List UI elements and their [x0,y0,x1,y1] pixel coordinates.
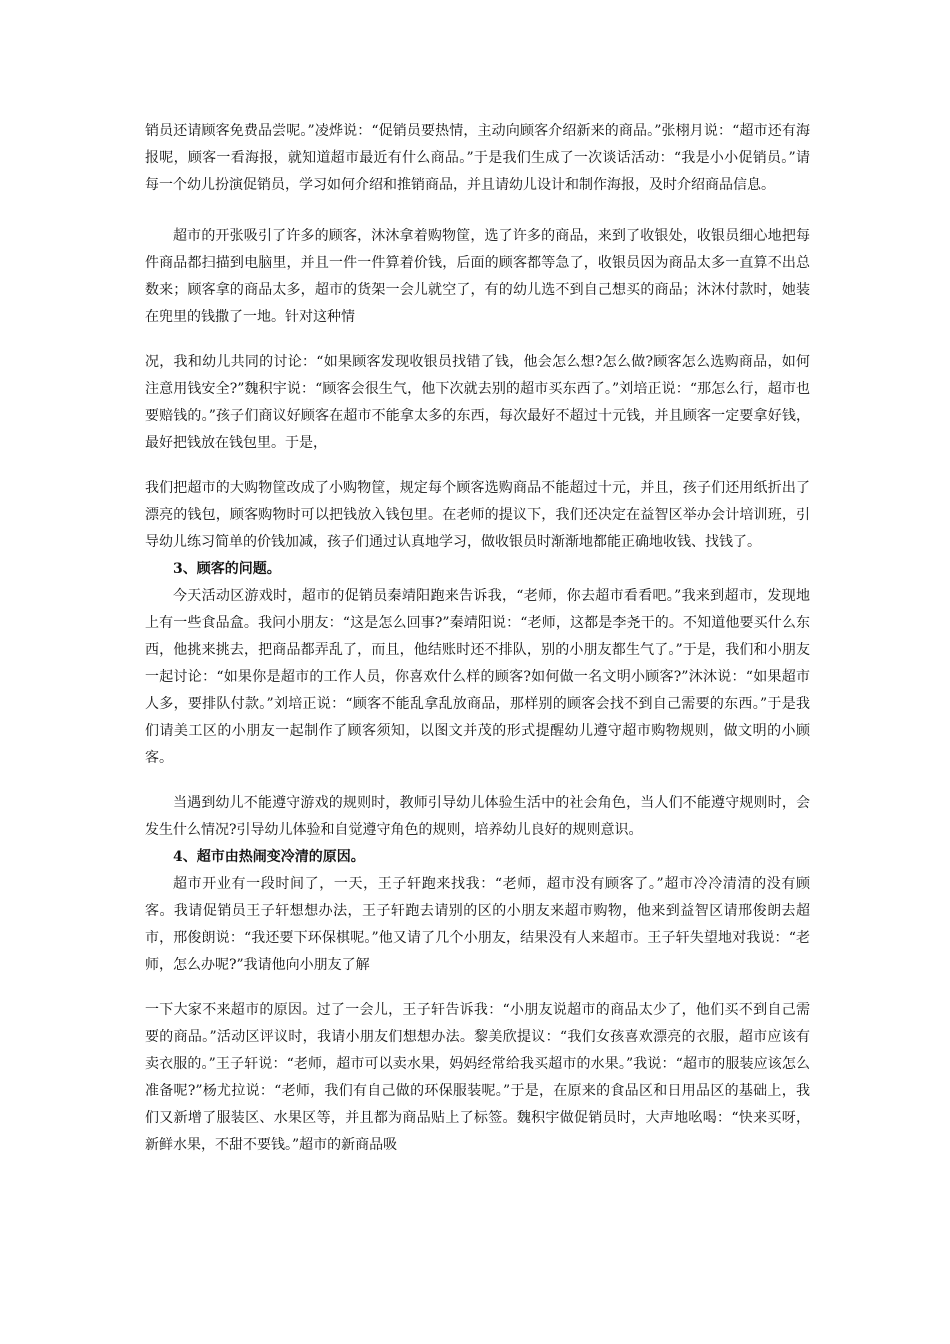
paragraph-rules-awareness: 当遇到幼儿不能遵守游戏的规则时，教师引导幼儿体验生活中的社会角色，当人们不能遵守规则时，会发生什么情况?引导幼儿体验和自觉遵守角色的规则，培养幼儿良好的规则意识。 [145,795,810,838]
section-heading-supermarket-quiet: 4、超市由热闹变冷清的原因。 [173,849,365,865]
section-heading-customer-problem: 3、顾客的问题。 [173,561,281,577]
paragraph-promoter-discussion: 销员还请顾客免费品尝呢。”凌烨说：“促销员要热情，主动向顾客介绍新来的商品。”张栩月说：“超市还有海报呢，顾客一看海报，就知道超市最近有什么商品。”于是我们生成了一次谈话活动：“我是小小促销员。”请每一个幼儿扮演促销员，学习如何介绍和推销商品，并且请幼儿设计和制作海报，及时介绍商品信息。 [145,123,810,193]
paragraph-shopping-basket-change: 我们把超市的大购物筐改成了小购物筐，规定每个顾客选购商品不能超过十元，并且，孩子们还用纸折出了漂亮的钱包，顾客购物时可以把钱放入钱包里。在老师的提议下，我们还决定在益智区举办会计培训班，引导幼儿练习简单的价钱加减，孩子们通过认真地学习，做收银员时渐渐地都能正确地收钱、找钱了。 [145,480,810,550]
paragraph-supermarket-opening: 超市的开张吸引了许多的顾客，沐沐拿着购物筐，选了许多的商品，来到了收银处，收银员细心地把每件商品都扫描到电脑里，并且一件一件算着价钱，后面的顾客都等急了，收银员因为商品太多一直算不出总数来；顾客拿的商品太多，超市的货架一会儿就空了，有的幼儿选不到自己想买的商品；沐沐付款时，她装在兜里的钱撒了一地。针对这种情 [145,228,810,325]
paragraph-money-discussion: 况，我和幼儿共同的讨论：“如果顾客发现收银员找错了钱，他会怎么想?怎么做?顾客怎么选购商品，如何注意用钱安全?”魏积宇说：“顾客会很生气，他下次就去别的超市买东西了。”刘培正说：“那怎么行，超市也要赔钱的。”孩子们商议好顾客在超市不能拿太多的东西，每次最好不超过十元钱，并且顾客一定要拿好钱，最好把钱放在钱包里。于是， [145,354,810,451]
paragraph-customer-problem: 今天活动区游戏时，超市的促销员秦靖阳跑来告诉我，“老师，你去超市看看吧。”我来到超市，发现地上有一些食品盒。我问小朋友：“这是怎么回事?”秦靖阳说：“老师，这都是李尧干的。不知道他要买什么东西，他挑来挑去，把商品都弄乱了，而且，他结账时还不排队，别的小朋友都生气了。”于是，我们和小朋友一起讨论：“如果你是超市的工作人员，你喜欢什么样的顾客?如何做一名文明小顾客?”沐沐说：“如果超市人多，要排队付款。”刘培正说：“顾客不能乱拿乱放商品，那样别的顾客会找不到自己需要的东西。”于是我们请美工区的小朋友一起制作了顾客须知，以图文并茂的形式提醒幼儿遵守超市购物规则，做文明的小顾客。 [145,588,810,766]
paragraph-no-customers: 超市开业有一段时间了，一天，王子轩跑来找我：“老师，超市没有顾客了。”超市冷冷清清的没有顾客。我请促销员王子轩想想办法，王子轩跑去请别的区的小朋友来超市购物，他来到益智区请邢俊朗去超市，邢俊朗说：“我还要下环保棋呢。”他又请了几个小朋友，结果没有人来超市。王子轩失望地对我说：“老师，怎么办呢?”我请他向小朋友了解 [145,876,810,973]
paragraph-new-goods: 一下大家不来超市的原因。过了一会儿，王子轩告诉我：“小朋友说超市的商品太少了，他们买不到自己需要的商品。”活动区评议时，我请小朋友们想想办法。黎美欣提议：“我们女孩喜欢漂亮的衣服，超市应该有卖衣服的。”王子轩说：“老师，超市可以卖水果，妈妈经常给我买超市的水果。”我说：“超市的服装应该怎么准备呢?”杨尤拉说：“老师，我们有自己做的环保服装呢。”于是，在原来的食品区和日用品区的基础上，我们又新增了服装区、水果区等，并且都为商品贴上了标签。魏积宇做促销员时，大声地吆喝：“快来买呀，新鲜水果，不甜不要钱。”超市的新商品吸 [145,1002,810,1153]
document-page [145,118,810,1159]
